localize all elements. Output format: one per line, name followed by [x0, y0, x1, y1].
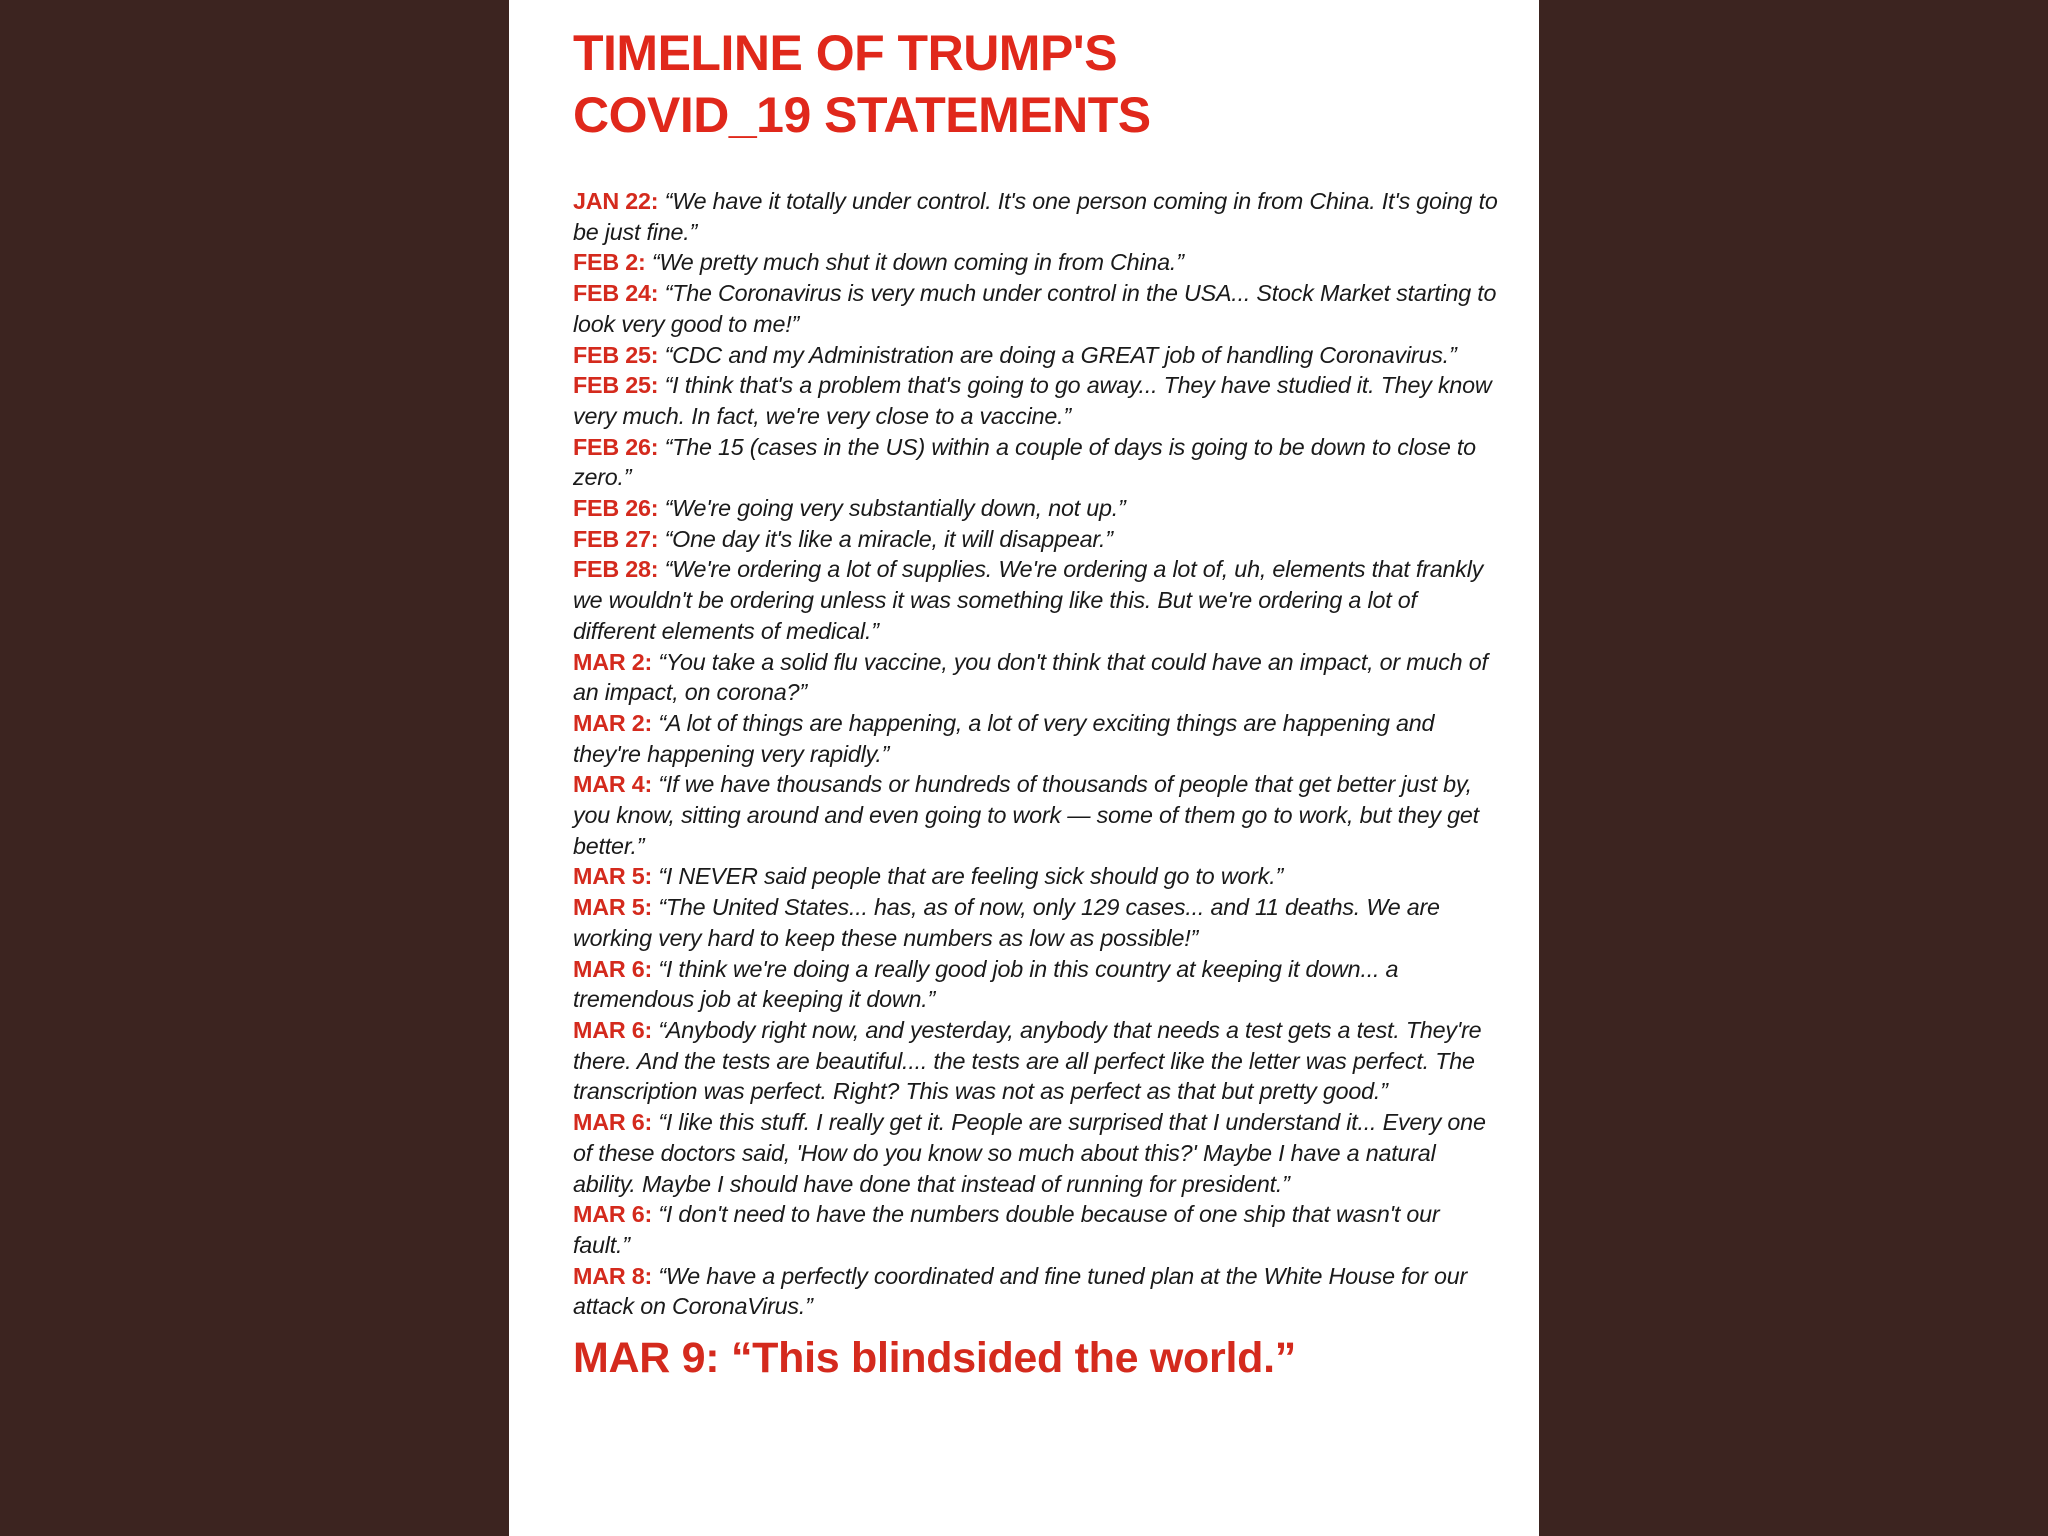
statement-entry	[573, 340, 1499, 371]
statement-date: MAR 6:	[573, 1201, 653, 1228]
statement-quote: “If we have thousands or hundreds of thousands of people that get better just by, you know, sitting around and even going to work — some of them go to work, but they get better.”	[573, 771, 1479, 859]
statement-quote: “I don't need to have the numbers double because of one ship that wasn't our fault.”	[573, 1201, 1440, 1258]
statement-entry	[573, 1107, 1499, 1199]
statement-entry	[573, 186, 1499, 247]
statement-quote: “We have it totally under control. It's one person coming in from China. It's going to be just fine.”	[573, 188, 1498, 245]
statement-quote: “I think that's a problem that's going to go away... They have studied it. They know very much. In fact, we're very close to a vaccine.”	[573, 372, 1492, 429]
statement-entry	[573, 647, 1499, 708]
statement-entry	[573, 524, 1499, 555]
timeline-document	[509, 0, 1539, 1536]
statement-date: MAR 6:	[573, 955, 653, 982]
statement-quote: “We're going very substantially down, not up.”	[664, 495, 1126, 522]
statement-quote: “I NEVER said people that are feeling sick should go to work.”	[658, 863, 1284, 890]
statement-entry	[573, 247, 1499, 278]
statement-date: FEB 28:	[573, 556, 659, 583]
statement-quote: “We're ordering a lot of supplies. We're ordering a lot of, uh, elements that frankly we wouldn't be ordering unless it was something like this. But we're ordering a lot of different elements of medical.”	[573, 556, 1484, 644]
statement-date: FEB 25:	[573, 372, 659, 399]
statement-quote: “We have a perfectly coordinated and fine tuned plan at the White House for our attack on CoronaVirus.”	[573, 1262, 1468, 1320]
statement-quote: “Anybody right now, and yesterday, anybody that needs a test gets a test. They're there. And the tests are beautiful.... the tests are all perfect like the letter was perfect. The transcription was perfect. Right? This was not as perfect as that but pretty good.”	[573, 1016, 1482, 1105]
statement-date: MAR 5:	[573, 894, 653, 921]
statement-quote: “The Coronavirus is very much under control in the USA... Stock Market starting to look very good to me!”	[573, 280, 1497, 337]
statement-entry	[573, 708, 1499, 769]
statement-entry	[573, 493, 1499, 524]
statement-date: MAR 4:	[573, 771, 653, 798]
statement-quote: “The United States... has, as of now, only 129 cases... and 11 deaths. We are working very hard to keep these numbers as low as possible!”	[573, 894, 1440, 951]
statement-date: FEB 24:	[573, 280, 659, 307]
statement-quote: “One day it's like a miracle, it will disappear.”	[664, 525, 1113, 552]
statement-quote: “I like this stuff. I really get it. People are surprised that I understand it... Every one of these doctors said, 'How do you know so much about this?' Maybe I have a natural ability. Maybe I should have done that instead of running for president.”	[573, 1109, 1486, 1197]
statement-date: FEB 26:	[573, 495, 659, 522]
statement-quote: “We pretty much shut it down coming in from China.”	[651, 249, 1184, 276]
statement-entry	[573, 370, 1499, 431]
statement-date: FEB 26:	[573, 433, 659, 460]
statement-quote: “You take a solid flu vaccine, you don't think that could have an impact, or much of an impact, on corona?”	[573, 648, 1488, 706]
page-title	[573, 22, 1499, 146]
statement-quote: “I think we're doing a really good job in this country at keeping it down... a tremendous job at keeping it down.”	[573, 955, 1399, 1013]
statement-date: MAR 6:	[573, 1109, 653, 1136]
statement-date: FEB 27:	[573, 525, 659, 552]
final-statement-quote: “This blindsided the world.”	[730, 1334, 1296, 1383]
statement-list	[573, 186, 1499, 1322]
statement-date: MAR 2:	[573, 709, 653, 736]
statement-date: MAR 2:	[573, 648, 653, 675]
statement-date: MAR 6:	[573, 1016, 653, 1043]
title-line-2: COVID_19 STATEMENTS	[573, 87, 1151, 143]
statement-quote: “The 15 (cases in the US) within a couple of days is going to be down to close to zero.”	[573, 433, 1476, 491]
statement-entry	[573, 432, 1499, 493]
statement-date: FEB 25:	[573, 341, 659, 368]
statement-quote: “CDC and my Administration are doing a GREAT job of handling Coronavirus.”	[664, 341, 1457, 368]
statement-entry	[573, 554, 1499, 646]
statement-entry	[573, 954, 1499, 1015]
statement-date: FEB 2:	[573, 249, 646, 276]
final-statement-date: MAR 9:	[573, 1334, 720, 1383]
title-line-1: TIMELINE OF TRUMP'S	[573, 25, 1118, 81]
statement-entry	[573, 861, 1499, 892]
statement-entry	[573, 769, 1499, 861]
statement-date: MAR 8:	[573, 1262, 653, 1289]
statement-entry	[573, 278, 1499, 339]
statement-entry	[573, 1261, 1499, 1322]
statement-entry	[573, 892, 1499, 953]
statement-entry	[573, 1199, 1499, 1260]
statement-quote: “A lot of things are happening, a lot of very exciting things are happening and they're happening very rapidly.”	[573, 709, 1435, 767]
statement-date: JAN 22:	[573, 188, 659, 214]
statement-date: MAR 5:	[573, 863, 653, 890]
final-statement	[573, 1332, 1499, 1384]
statement-entry	[573, 1015, 1499, 1107]
